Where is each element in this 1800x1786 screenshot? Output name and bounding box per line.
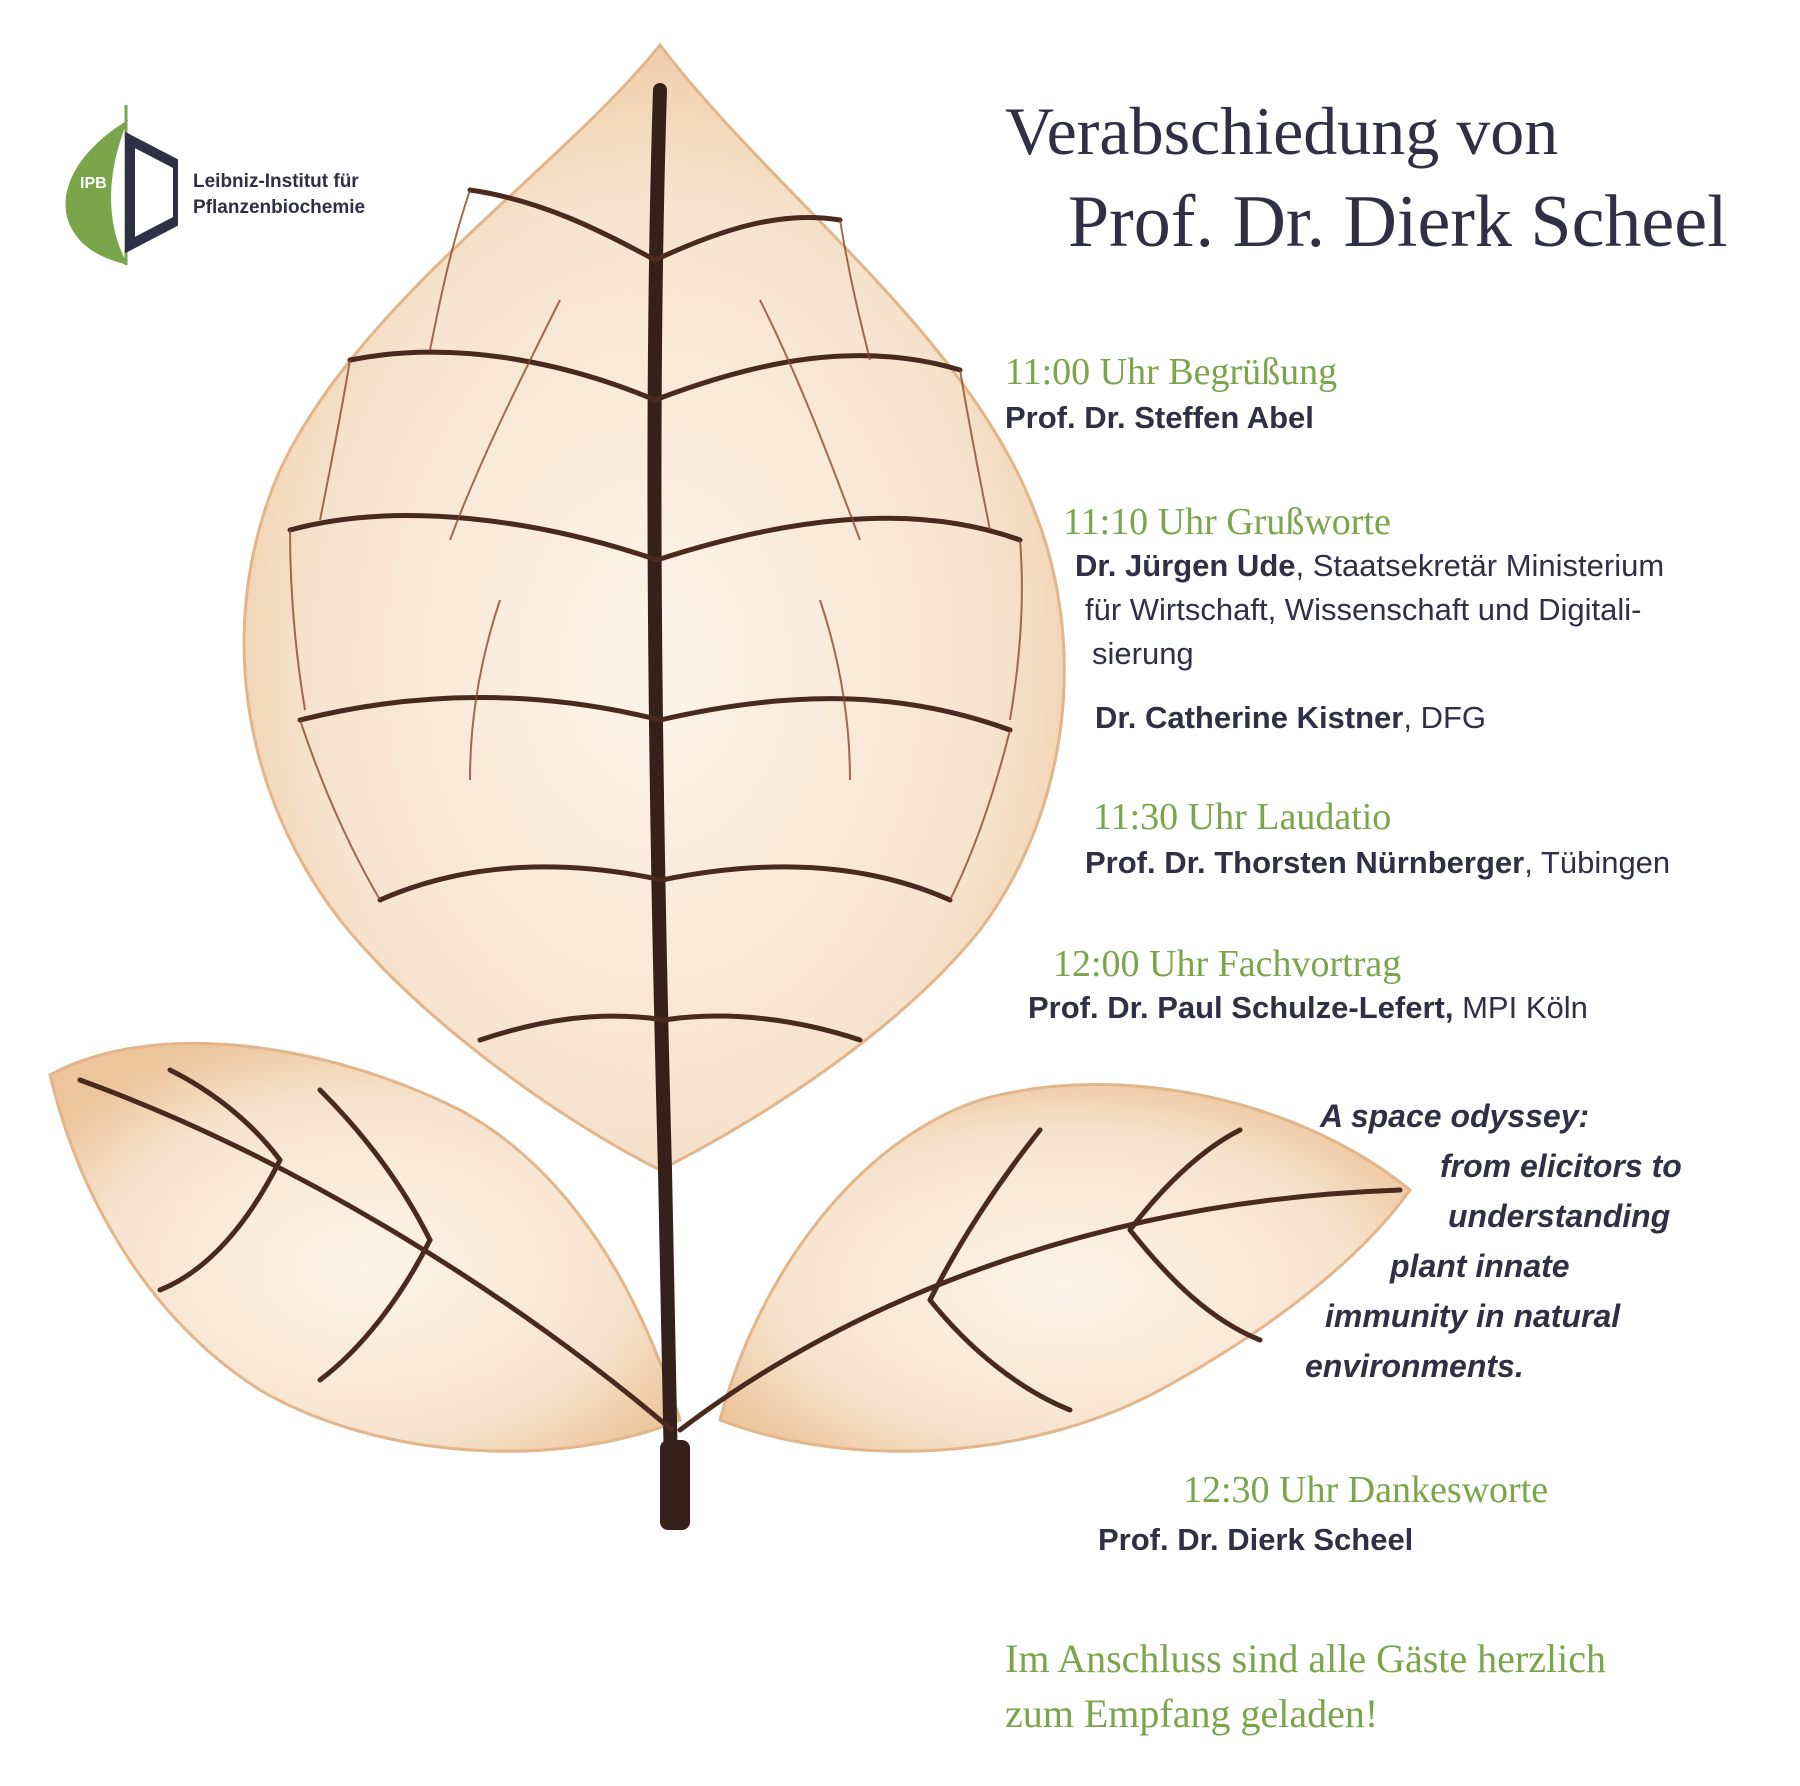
logo-name-line1: Leibniz-Institut für (193, 171, 359, 192)
ipb-logo-abbr: IPB (80, 175, 107, 192)
speaker-role-ude-b: für Wirtschaft, Wissenschaft und Digitali- (1085, 592, 1642, 627)
talk-title-line6: environments. (1305, 1348, 1524, 1384)
talk-title-line4: plant innate (1390, 1248, 1570, 1284)
program-time-grussworte: 11:10 Uhr Grußworte (1063, 501, 1391, 543)
speaker-role-ude-c: sierung (1092, 636, 1194, 671)
right-leaflet-blade (720, 1084, 1410, 1451)
title-line2: Prof. Dr. Dierk Scheel (1068, 181, 1728, 263)
ipb-logo (58, 100, 388, 270)
closing-line2: zum Empfang geladen! (1005, 1691, 1379, 1736)
talk-title-line2: from elicitors to (1440, 1148, 1682, 1184)
speaker-name-kistner: Dr. Catherine Kistner (1095, 700, 1404, 735)
title-line1: Verabschiedung von (1005, 93, 1559, 169)
program-speaker-ude (1075, 548, 1664, 584)
program-speaker-kistner (1095, 700, 1486, 736)
speaker-name-ude: Dr. Jürgen Ude (1075, 548, 1296, 583)
speaker-role-schulze-lefert: MPI Köln (1453, 990, 1588, 1025)
logo-name-line2: Pflanzenbiochemie (193, 197, 366, 218)
ipb-logo-mark (58, 100, 178, 270)
program-speaker-nuernberger (1085, 845, 1670, 881)
talk-title-line3: understanding (1448, 1198, 1671, 1234)
speaker-name-schulze-lefert: Prof. Dr. Paul Schulze-Lefert, (1028, 990, 1454, 1025)
program-time-dankesworte: 12:30 Uhr Dankesworte (1183, 1469, 1549, 1511)
program-time-laudatio: 11:30 Uhr Laudatio (1093, 796, 1392, 838)
program-speaker-scheel: Prof. Dr. Dierk Scheel (1098, 1522, 1414, 1557)
talk-title-line1: A space odyssey: (1320, 1098, 1590, 1134)
speaker-role-kistner: , DFG (1403, 700, 1487, 735)
program-speaker-schulze-lefert (1028, 990, 1588, 1026)
closing-line1: Im Anschluss sind alle Gäste herzlich (1005, 1636, 1606, 1681)
program-time-fachvortrag: 12:00 Uhr Fachvortrag (1053, 943, 1402, 985)
talk-title-line5: immunity in natural (1325, 1298, 1621, 1334)
speaker-role-ude-a: , Staatsekretär Ministerium (1295, 548, 1665, 583)
speaker-name-nuernberger: Prof. Dr. Thorsten Nürnberger (1085, 845, 1525, 880)
speaker-role-nuernberger: , Tübingen (1524, 845, 1671, 880)
program-time-begruessung: 11:00 Uhr Begrüßung (1005, 351, 1338, 393)
program-speaker-abel: Prof. Dr. Steffen Abel (1005, 400, 1314, 435)
